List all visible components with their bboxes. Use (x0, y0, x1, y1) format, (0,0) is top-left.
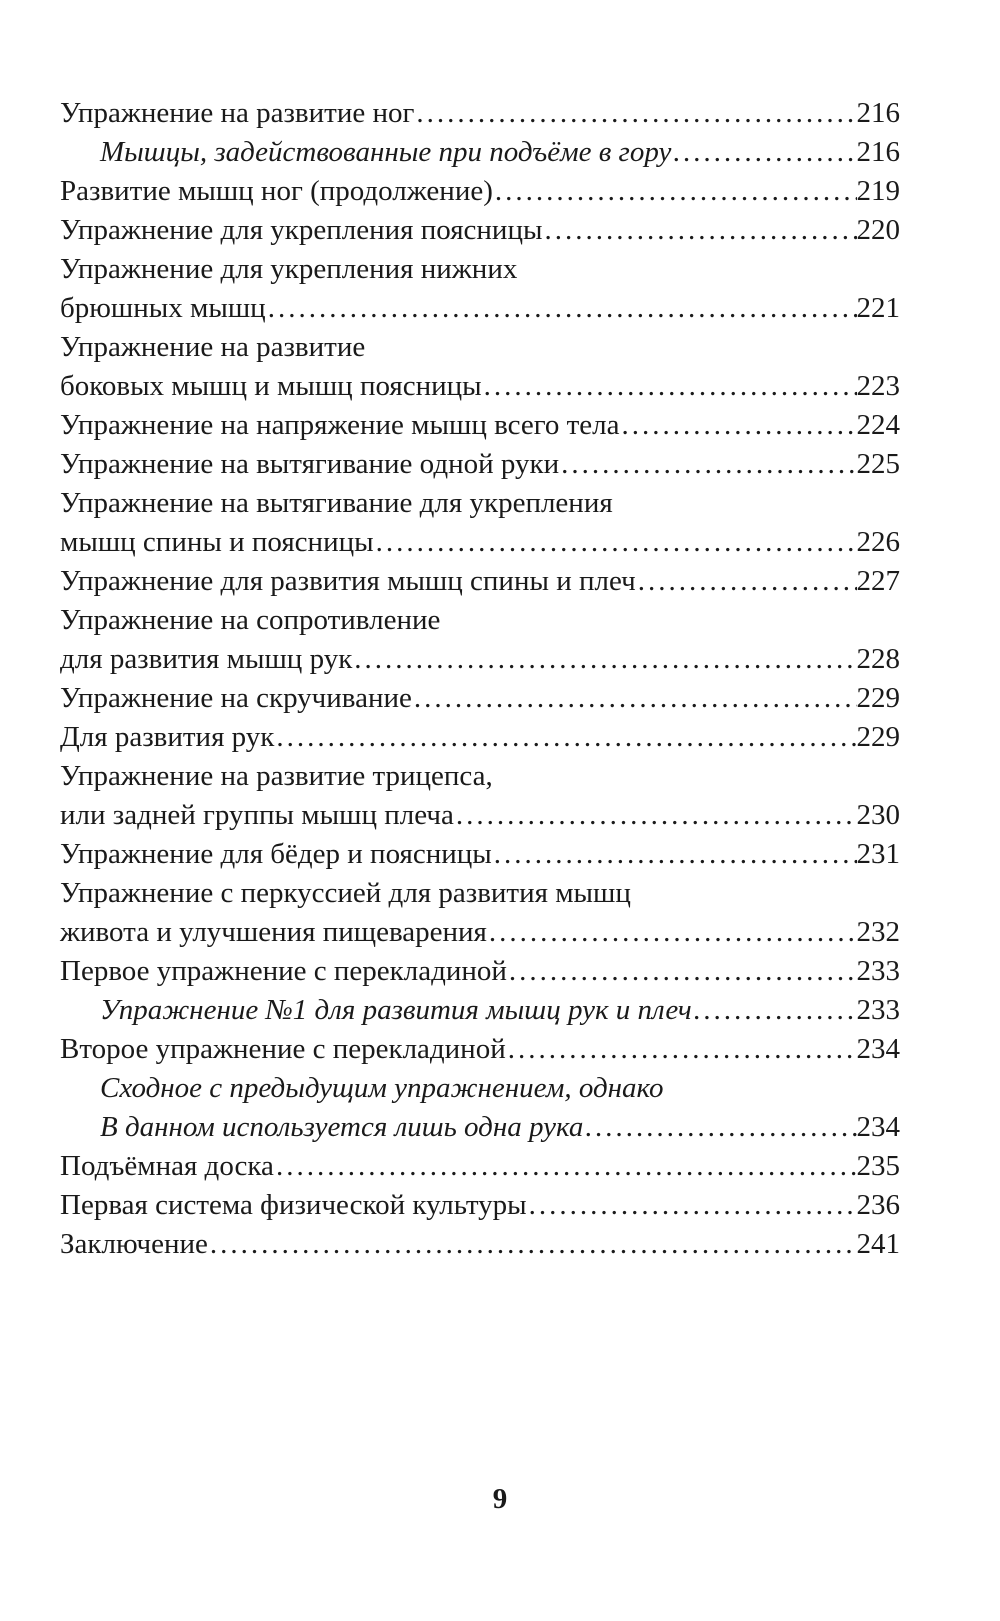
dot-leader (487, 913, 857, 952)
toc-page-number: 235 (856, 1150, 900, 1182)
toc-entry-title: Первая система физической культуры (60, 1189, 527, 1221)
toc-entry-line (60, 874, 900, 913)
toc-page-number: 223 (856, 370, 900, 402)
dot-leader (482, 367, 857, 406)
toc-entry-line (60, 94, 900, 133)
toc-entry (60, 679, 900, 718)
toc-entry-title: боковых мышц и мышц поясницы (60, 370, 482, 402)
toc-entry-title: Мышцы, задействованные при подъёме в гору (100, 136, 672, 168)
dot-leader (274, 718, 856, 757)
dot-leader (208, 1225, 857, 1264)
toc-entry-line (60, 562, 900, 601)
toc-entry-line (60, 952, 900, 991)
toc-entry (60, 562, 900, 601)
toc-entry-line (60, 835, 900, 874)
dot-leader (527, 1186, 857, 1225)
toc-entry-title: Упражнение на развитие трицепса, (60, 760, 493, 792)
dot-leader (692, 991, 857, 1030)
dot-leader (374, 523, 857, 562)
toc-entry (60, 94, 900, 133)
toc-entry-line (100, 1108, 900, 1147)
dot-leader (492, 835, 857, 874)
toc-entry-title: Второе упражнение с перекладиной (60, 1033, 506, 1065)
toc-entry (60, 1225, 900, 1264)
dot-leader (454, 796, 857, 835)
toc-entry-line (60, 913, 900, 952)
toc-entry-title: Первое упражнение с перекладиной (60, 955, 507, 987)
toc-entry-line (100, 1069, 900, 1108)
toc-entry-title: Упражнение на вытягивание одной руки (60, 448, 560, 480)
toc-entry (60, 1186, 900, 1225)
toc-entry-title: Упражнение для укрепления нижних (60, 253, 518, 285)
toc-entry-line (60, 679, 900, 718)
toc-entry (60, 250, 900, 328)
toc-entry-title: Упражнение с перкуссией для развития мышц (60, 877, 631, 909)
dot-leader (671, 133, 856, 172)
toc-entry-title: Упражнение на сопротивление (60, 604, 441, 636)
toc-page-number: 228 (856, 643, 900, 675)
toc-page-number: 232 (856, 916, 900, 948)
toc-page-number: 221 (856, 292, 900, 324)
toc-entry (60, 484, 900, 562)
dot-leader (620, 406, 857, 445)
toc-entry (60, 718, 900, 757)
toc-entry-line (60, 211, 900, 250)
toc-entry-line (60, 367, 900, 406)
toc-page-number: 224 (856, 409, 900, 441)
toc-entry-line (100, 133, 900, 172)
toc-entry-title: Упражнение на развитие (60, 331, 366, 363)
toc-page-number: 233 (856, 955, 900, 987)
toc-entry-line (60, 484, 900, 523)
toc-entry-line (60, 757, 900, 796)
dot-leader (412, 679, 857, 718)
toc-entry-line (60, 1186, 900, 1225)
toc-entry-title: или задней группы мышц плеча (60, 799, 454, 831)
dot-leader (542, 211, 856, 250)
toc-entry-title: Упражнение для развития мышц спины и плеч (60, 565, 636, 597)
toc-page-number: 236 (856, 1189, 900, 1221)
toc-page-number: 229 (856, 682, 900, 714)
toc-entry-line (60, 523, 900, 562)
toc-page-number: 216 (856, 136, 900, 168)
dot-leader (493, 172, 857, 211)
toc-entry (60, 835, 900, 874)
dot-leader (274, 1147, 857, 1186)
toc-entry (60, 874, 900, 952)
toc-entry (60, 211, 900, 250)
toc-entry-line (60, 250, 900, 289)
toc-entry-line (60, 796, 900, 835)
toc-entry (60, 952, 900, 991)
toc-entry-title: Упражнение на напряжение мышц всего тела (60, 409, 620, 441)
toc-entry (60, 172, 900, 211)
toc-page-number: 227 (856, 565, 900, 597)
page-number: 9 (492, 1483, 508, 1515)
toc-page-number: 234 (856, 1033, 900, 1065)
toc-entry (60, 328, 900, 406)
toc-entry-title: Упражнение на скручивание (60, 682, 412, 714)
toc-entry-title: Упражнение на развитие ног (60, 97, 415, 129)
toc-entry (60, 1030, 900, 1069)
toc-entry (60, 406, 900, 445)
toc-entry-title: мышц спины и поясницы (60, 526, 374, 558)
toc-page-number: 219 (856, 175, 900, 207)
toc-entry-line (60, 640, 900, 679)
toc-entry-line (60, 406, 900, 445)
toc-page-number: 216 (856, 97, 900, 129)
dot-leader (507, 952, 857, 991)
toc-entry-title: Сходное с предыдущим упражнением, однако (100, 1072, 664, 1104)
dot-leader (583, 1108, 856, 1147)
toc-entry-title: Подъёмная доска (60, 1150, 274, 1182)
toc-entry-line (60, 289, 900, 328)
toc-page-number: 233 (856, 994, 900, 1026)
dot-leader (506, 1030, 857, 1069)
dot-leader (559, 445, 856, 484)
table-of-contents (60, 94, 900, 1264)
toc-entry-line (60, 1030, 900, 1069)
toc-entry-line (60, 1225, 900, 1264)
dot-leader (352, 640, 856, 679)
toc-page-number: 231 (856, 838, 900, 870)
toc-entry-line (60, 445, 900, 484)
toc-subentry (60, 991, 900, 1030)
toc-entry-line (60, 328, 900, 367)
toc-entry-title: Развитие мышц ног (продолжение) (60, 175, 493, 207)
toc-entry-title: Упражнение №1 для развития мышц рук и плеч (100, 994, 692, 1026)
toc-page-number: 229 (856, 721, 900, 753)
toc-entry-line (60, 172, 900, 211)
toc-entry (60, 601, 900, 679)
toc-page-number: 230 (856, 799, 900, 831)
toc-entry (60, 445, 900, 484)
toc-entry-title: Упражнение на вытягивание для укрепления (60, 487, 613, 519)
toc-subentry (60, 133, 900, 172)
toc-entry (60, 757, 900, 835)
toc-entry-line (100, 991, 900, 1030)
dot-leader (266, 289, 857, 328)
toc-page-number: 226 (856, 526, 900, 558)
toc-page-number: 220 (856, 214, 900, 246)
dot-leader (636, 562, 857, 601)
toc-entry-title: Для развития рук (60, 721, 275, 753)
toc-entry-title: брюшных мышц (60, 292, 266, 324)
toc-entry-title: живота и улучшения пищеварения (60, 916, 487, 948)
toc-entry-title: Заключение (60, 1228, 208, 1260)
dot-leader (414, 94, 856, 133)
toc-page-number: 241 (856, 1228, 900, 1260)
toc-entry-line (60, 601, 900, 640)
toc-subentry (60, 1069, 900, 1147)
toc-entry-title: Упражнение для укрепления поясницы (60, 214, 543, 246)
toc-entry-line (60, 718, 900, 757)
toc-entry-title: Упражнение для бёдер и поясницы (60, 838, 492, 870)
toc-entry-line (60, 1147, 900, 1186)
toc-entry (60, 1147, 900, 1186)
toc-page-number: 234 (856, 1111, 900, 1143)
toc-page-number: 225 (856, 448, 900, 480)
toc-entry-title: для развития мышц рук (60, 643, 353, 675)
toc-entry-title: В данном используется лишь одна рука (100, 1111, 584, 1143)
